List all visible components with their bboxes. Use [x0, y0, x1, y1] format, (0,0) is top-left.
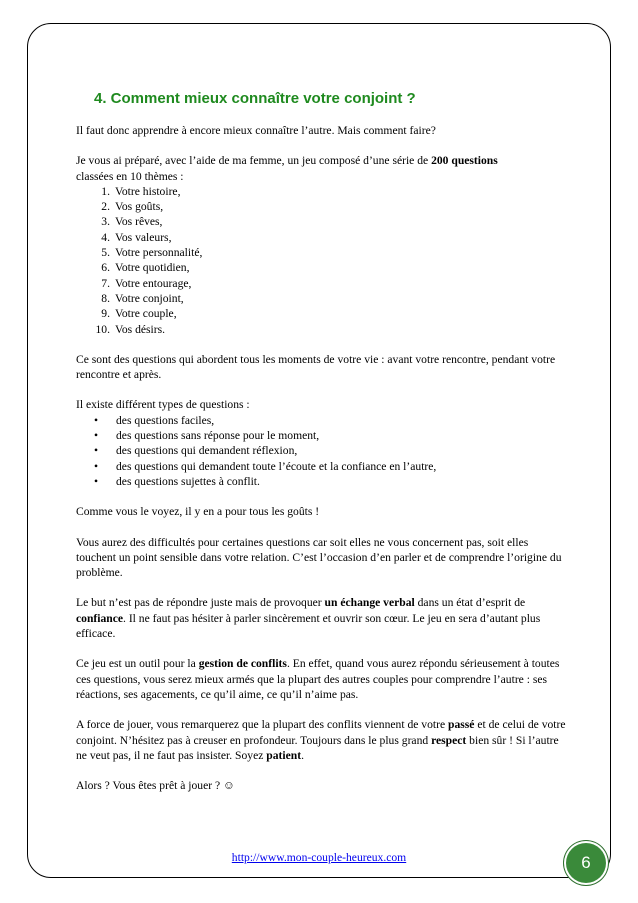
list-item: 2. Vos goûts,: [101, 200, 164, 214]
list-item: 10. Vos désirs.: [95, 322, 166, 336]
list-item: 3. Vos rêves,: [101, 215, 163, 229]
past-paragraph: A force de jouer, vous remarquerez que la plupart des conflits viennent de votre passé et de celui de votre conjoint. N’hésitez pas à creuser en profondeur. Toujours dans le plus grand respect bien sûr ! Si l’autre ne veut pas, il ne faut pas insister. Soyez patient.: [76, 718, 566, 762]
page-number-badge: 6: [566, 843, 606, 883]
list-item: 1. Votre histoire,: [101, 184, 181, 198]
list-item: 7. Votre entourage,: [101, 276, 192, 290]
list-item: 4. Vos valeurs,: [101, 230, 172, 244]
list-item: 6. Votre quotidien,: [101, 261, 190, 275]
list-item: • des questions qui demandent réflexion,: [94, 444, 298, 458]
list-item: 9. Votre couple,: [101, 307, 177, 321]
goal-paragraph: Le but n’est pas de répondre juste mais de provoquer un échange verbal dans un état d’esprit de confiance. Il ne faut pas hésiter à parler sincèrement et ouvrir son cœur. Le jeu en sera d’autant plus efficace.: [76, 596, 541, 641]
website-link[interactable]: http://www.mon-couple-heureux.com: [231, 851, 407, 864]
tastes-paragraph: Comme vous le voyez, il y en a pour tous les goûts !: [76, 505, 320, 519]
intro-paragraph: Il faut donc apprendre à encore mieux connaître l’autre. Mais comment faire?: [76, 124, 436, 137]
list-item: 5. Votre personnalité,: [101, 246, 203, 260]
list-item: • des questions sujettes à conflit.: [94, 474, 260, 488]
list-item: • des questions sans réponse pour le moment,: [94, 429, 320, 443]
list-item: • des questions faciles,: [94, 413, 215, 427]
question-types-list: [76, 413, 566, 489]
list-item: • des questions qui demandent toute l’écoute et la confiance en l’autre,: [94, 459, 437, 473]
themes-intro-paragraph: Je vous ai préparé, avec l’aide de ma femme, un jeu composé d’une série de 200 questions classées en 10 thèmes :: [76, 154, 498, 183]
section-heading: 4. Comment mieux connaître votre conjoint ?: [94, 90, 416, 107]
list-item: 8. Votre conjoint,: [101, 291, 184, 305]
conflict-paragraph: Ce jeu est un outil pour la gestion de conflits. En effet, quand vous aurez répondu sérieusement à toutes ces questions, vous serez mieux armés que la plupart des autres couples pour comprendre l’autre : ses réactions, ses agacements, ce qu’il aime, ce qu’il n’aime pas.: [76, 657, 560, 701]
themes-list: [76, 184, 566, 337]
types-intro-paragraph: Il existe différent types de questions :: [76, 398, 250, 412]
difficulties-paragraph: Vous aurez des difficultés pour certaines questions car soit elles ne vous concernent pas, soit elles touchent un point sensible dans votre relation. C’est l’occasion d’en parler et de comprendre l’origine du problème.: [76, 535, 562, 580]
moments-paragraph: Ce sont des questions qui abordent tous les moments de votre vie : avant votre rencontre, pendant votre rencontre et après.: [76, 352, 556, 382]
document-body: [76, 89, 566, 808]
closing-paragraph: Alors ? Vous êtes prêt à jouer ? ☺: [76, 779, 235, 793]
